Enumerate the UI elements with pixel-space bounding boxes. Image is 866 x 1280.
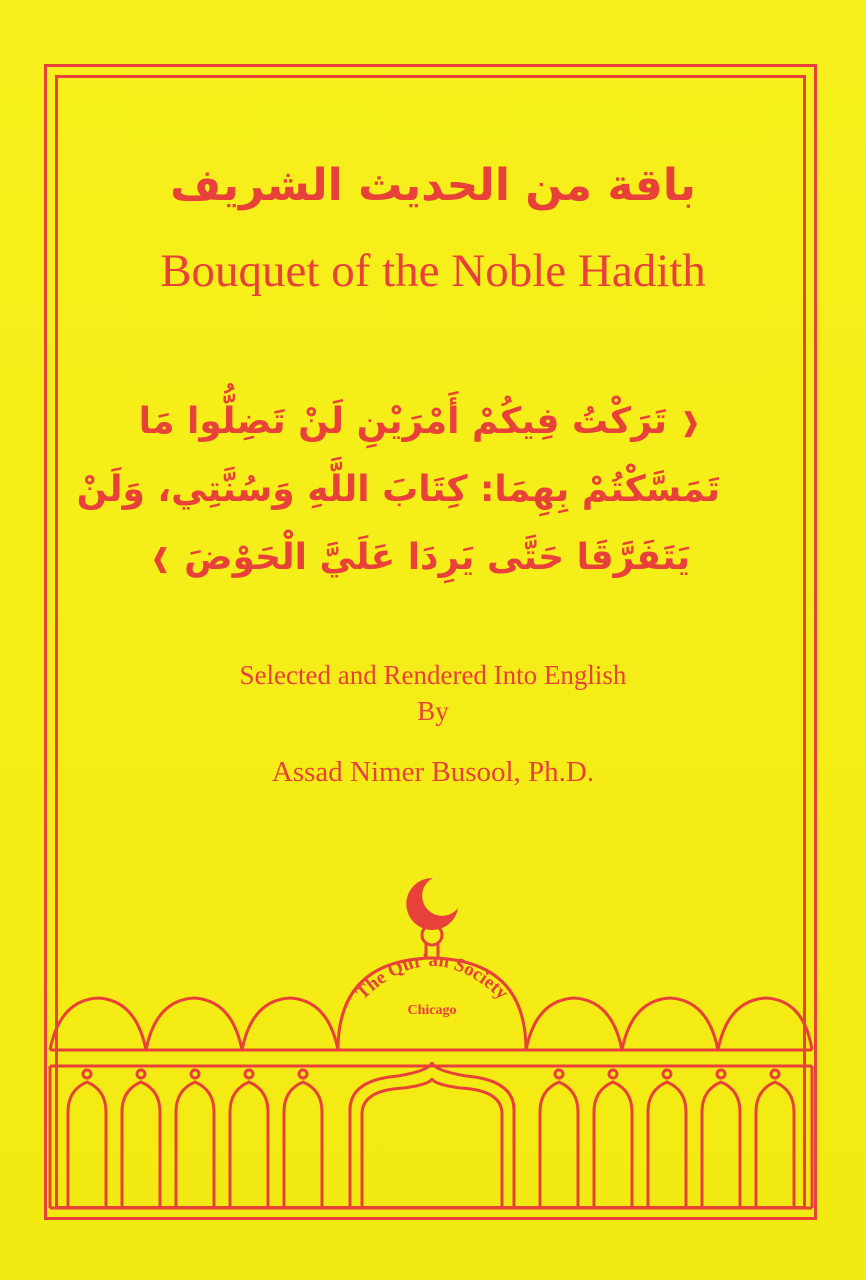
publisher-seal-arc-text: The Qur'an Society [351, 949, 513, 1004]
dome-left-3 [242, 998, 338, 1050]
english-title: Bouquet of the Noble Hadith [160, 245, 706, 297]
author-name: Assad Nimer Busool, Ph.D. [271, 756, 595, 788]
hadith-line-2 [76, 456, 720, 524]
dome-right-1 [526, 998, 622, 1050]
dome-right-3 [718, 998, 812, 1050]
credit-line-selected: Selected and Rendered Into English [239, 660, 627, 690]
arabic-title: باقة من الحديث الشريف [170, 160, 696, 211]
hadith-line-1 [120, 388, 720, 456]
mosque-illustration [0, 860, 866, 1220]
ornament-close-icon: ❱ [149, 544, 172, 574]
dome-right-2 [622, 998, 718, 1050]
window-right-1 [540, 1082, 578, 1208]
credit-line-by: By [417, 696, 449, 726]
publisher-seal-city: Chicago [407, 1003, 457, 1018]
ornament-open-icon: ❰ [679, 408, 702, 438]
window-right-5 [756, 1082, 794, 1208]
dome-left-1 [50, 998, 146, 1050]
hadith-line-3-text: يَتَفَرَّقَا حَتَّى يَرِدَا عَلَيَّ الْحَوْضَ [184, 537, 691, 578]
window-left-4 [230, 1082, 268, 1208]
hadith-line-3 [120, 524, 720, 592]
window-right-3 [648, 1082, 686, 1208]
hadith-line-1-text: تَرَكْتُ فِيكُمْ أَمْرَيْنِ لَنْ تَضِلُّوا مَا [138, 401, 667, 442]
central-gate [350, 1062, 514, 1208]
hadith-quote [76, 388, 720, 592]
window-right-4 [702, 1082, 740, 1208]
crescent-icon [406, 878, 458, 930]
window-left-3 [176, 1082, 214, 1208]
dome-left-2 [146, 998, 242, 1050]
window-left-1 [68, 1082, 106, 1208]
window-left-5 [284, 1082, 322, 1208]
window-left-2 [122, 1082, 160, 1208]
window-right-2 [594, 1082, 632, 1208]
hadith-line-2-text: تَمَسَّكْتُمْ بِهِمَا: كِتَابَ اللَّهِ وَسُنَّتِي، وَلَنْ [76, 469, 720, 510]
central-gate-inner [362, 1078, 502, 1208]
